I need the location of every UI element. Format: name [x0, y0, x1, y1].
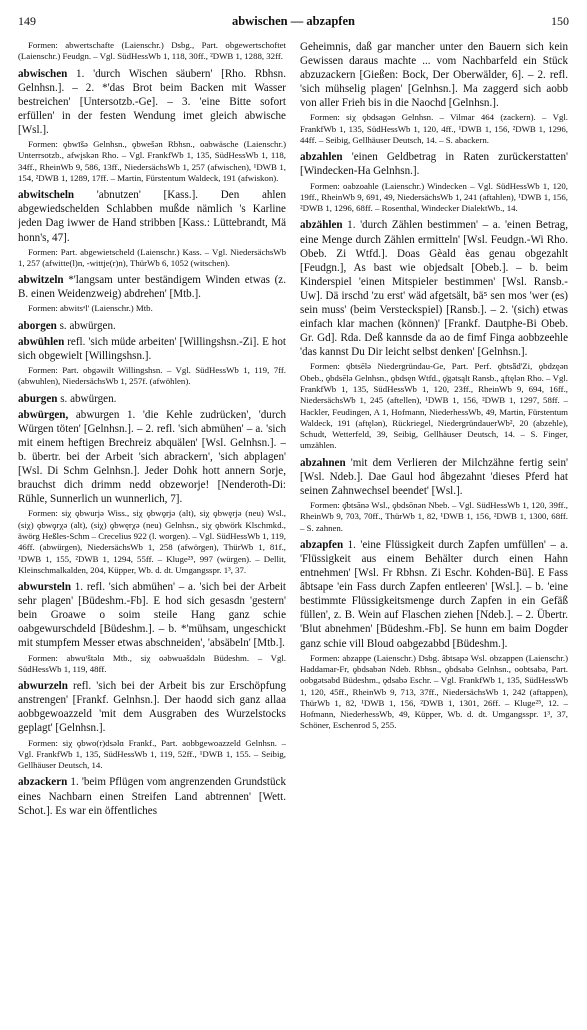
dictionary-entry: [18, 273, 286, 301]
forms-note: Formen: abzappe (Laienschr.) Dsbg. âbtsapə Wsl. obzappen (Laienschr.) Haddamar-Fr, ǫbdsabən Ndeb. Rbhsn., ǫbdsabə Gelnhsn., oobtsabə, Part. oobgətsabd Büdeshm., ǫdsabə Eschr. – Vgl. FrankfWb 1, 135, SüdHessWb 1, 120, 45ff., RheinWb 9, 713, 37ff., NiedersächsWb 1, 242 (aftappen), ThürWb 1, 82, ¹DWB 1, 156, ²DWB 1, 1301, 26ff. – Kluge²⁵, 12. – Hofmann, NiederhessWb, 49, Küpper, Wb. d. dt. Umgangsspr. 1³, 37, Schöner, Eschenrod 5, 255.: [300, 652, 568, 731]
page-number-right: 150: [551, 14, 569, 28]
entry-definition: 'abnutzen' [Kass.]. Den ahlen abgewiedschelden Schlabben mußde nämlich 's Karline jeden Dag iwwer de Hand stribben [Kass.: Lüttebrandt, Mä honn's, 47].: [18, 189, 286, 244]
forms-note: Formen: oabzoahle (Laienschr.) Windecken – Vgl. SüdHessWb 1, 120, 19ff., RheinWb 9, 691, 49, NiedersächsWb 1, 241 (aftahlen), ¹DWB 1, 156, ²DWB 1, 1296, 68ff. – Rosenthal, Windecker DialektWb., 14.: [300, 180, 568, 214]
entry-headword: abwitscheln: [18, 189, 75, 202]
dictionary-entry: [18, 408, 286, 507]
dictionary-entry: [18, 580, 286, 650]
entry-headword: aburgen: [18, 392, 58, 405]
dictionary-entry: [18, 679, 286, 735]
forms-note: Formen: siχ ǫbdsagən Gelnhsn. – Vilmar 464 (zackern). – Vgl. FrankfWb 1, 135, SüdHessWb 1, 120, 4ff., ¹DWB 1, 156, ²DWB 1, 1296, 44ff. – Seibig, Gellhäuser Deutsch, 14. – S. abackern.: [300, 112, 568, 146]
entry-definition: 'mit dem Verlieren der Milchzähne fertig sein' [Wsl. Ndeb.]. Dae Gaul hod âbgezahnt 'dieses Pferd hat seinen Zahnwechsel beendet' [Wsl.].: [300, 456, 568, 497]
entry-headword: abzapfen: [300, 538, 344, 551]
entry-headword: abwischen: [18, 67, 68, 80]
dictionary-entry: [300, 150, 568, 178]
entry-definition: 'einen Geldbetrag in Raten zurückerstatten' [Windecken-Ha Gelnhsn.].: [300, 151, 568, 178]
forms-note: Formen: abwitsᵊl' (Laienschr.) Mtb.: [28, 303, 153, 314]
dictionary-entry: [300, 456, 568, 498]
entry-continuation: Geheimnis, daß gar mancher unter den Bauern sich kein Gewissen daraus machte ... vom Nachbarfeld ein Stück abzuzackern [Gießen: Bock, Der Oberwälder, 6]. – 2. refl. 'sich mühselig plagen' [Gelnhsn.]. Ma zaggerd sich aobb von aller Frieh bis in die Naochd [Gelnhsn.].: [300, 41, 568, 110]
dictionary-entry: [300, 218, 568, 359]
dictionary-entry: [18, 775, 286, 817]
forms-note: Formen: ǫbwīšə Gelnhsn., ǫbwešən Rbhsn., oabwäsche (Laienschr.) Unterrsotzb., afwįskən Rho. – Vgl. FrankfWb 1, 135, SüdHessWb 1, 118, 34ff., RheinWb 9, 586, 13ff., NiedersächsWb 1, 257 (afwischen), ¹DWB 1, 154, ²DWB 1, 1289, 17ff. – Martin, Fürstentum Waldeck, 191 (afwiskon).: [18, 139, 286, 183]
dictionary-entry: [18, 319, 286, 333]
entry-definition: 1. 'durch Wischen säubern' [Rho. Rbhsn. Gelnhsn.]. – 2. *'das Brot beim Backen mit Wasser bestreichen' [Untersotzb.-Ge]. – 3. 'eine Bitte sofort erfüllen' in der festen Wendung imet gleich abwische [Wsl.].: [18, 67, 286, 136]
entry-definition: s. abwürgen.: [57, 392, 117, 405]
entry-definition: 1. 'beim Pflügen vom angrenzenden Grundstück eines Nachbarn einen Streifen Land abtrennen' [Wett. Schot.]. Es war ein öffentliches: [18, 776, 286, 817]
entry-definition: 1. 'eine Flüssigkeit durch Zapfen umfüllen' – a. 'Flüssigkeit aus einem Behälter durch einen Hahn entnehmen' [Wsl. Fr Rbhsn. Zi Eschr. Kohden-Bü]. E Fass âbtsape 'ein Fass durch Zapfen entleeren' [Wsl.]. – b. 'eine bestimmte Flüssigkeitsmenge durch Zapfen in ein Gefäß füllen', z. B. Wein auf Flaschen ziehen [Ndeb.]. – 2. Übertr. 'Blut abnehmen' [Büdeshm.-Fb]. Se hunn em baim Dogder ganz schie vill Bloud oabgezabbd [Büdeshm.].: [300, 538, 568, 650]
running-header: [18, 14, 569, 30]
forms-note: Formen: ǫ̂btsānə Wsl., ǫbdsōnən Nbeb. – Vgl. SüdHessWb 1, 120, 39ff., RheinWb 9, 703, 70ff., ThürWb 1, 82, ¹DWB 1, 156, ²DWB 1, 1300, 68ff. – S. zahnen.: [300, 500, 568, 533]
entry-definition: *'langsam unter beständigem Winden etwas (z. B. einen Weidenzweig) abdrehen' [Mtb.].: [18, 274, 286, 301]
entry-definition: refl. 'sich müde arbeiten' [Willingshsn.-Zi]. E hot sich obgewielt [Willingshsn.].: [18, 335, 286, 362]
dictionary-entry: [300, 538, 568, 651]
entry-headword: aborgen: [18, 319, 57, 332]
dictionary-entry: [18, 392, 286, 406]
forms-note: Formen: siχ ǫbwo(r)dsəlɑ Frankf., Part. aobbgewoazzeld Gelnhsn. – Vgl. FrankfWb 1, 135, SüdHessWb 1, 119, 52ff., ¹DWB 1, 155. – Seibig, Gellhäuser Deutsch, 14.: [18, 737, 286, 771]
page-number-left: 149: [18, 14, 36, 28]
entry-headword: abwürgen,: [18, 408, 69, 421]
entry-headword: abzahnen: [300, 456, 346, 469]
running-title: abwischen — abzapfen: [232, 14, 355, 28]
left-column: [18, 40, 286, 1020]
entry-definition: abwurgen 1. 'die Kehle zudrücken', 'durch Würgen töten' [Gelnhsn.]. – 2. refl. 'sich abmühen' – a. 'sich mit einem heftigen Brechreiz abquälen' [Wsl. Gelnhsn.]. – b. übertr. bei der Arbeit 'sich abrackern', 'sich abplagen' [Wsl. Di Schm Gelnhsn.]. Jeder Dohk hott annern Sorje, brauchst dich drimm nedd obzeworje! [Nenderoth-Di: Rühle, Sunnerlich un wunnerlich, 7].: [18, 408, 286, 506]
entry-definition: s. abwürgen.: [56, 319, 116, 332]
forms-note: Formen: Part. obgəwilt Willingshsn. – Vgl. SüdHessWb 1, 119, 7ff. (abwuhlen), NiedersächsWb 1, 257f. (afwöhlen).: [18, 364, 286, 387]
entry-headword: abzahlen: [300, 151, 343, 164]
entry-definition: 1. 'durch Zählen bestimmen' – a. 'einen Betrag, eine Menge durch Zählen ermitteln' [Wsl. Feudgn.-Wi Rho. Obeb. Zi Wtfd.]. Doas Gèald èas genau obgezahlt [Feudgn.], As bast wie objedsalt [Obeb.]. – b. beim Kinderspiel 'einen Mitspieler bestimmen' [Wsl. Ransb.-Uw]. Dä irschd 'zu erst' wäd afgetsält, bä⁵ sen mos 'wer (es) sein muss' (beim Versteckspiel) [Ransb.]. – 2. '(sich) etwas einfach klar machen (können)' [Frankf. Dautphe-Bi Obeb. Gr. Gd]. Rda. Deß kannsde da ao de fimf Finga aobbzeehle 'das kannst Du Dir leicht selbst denken' [Gelnhsn.].: [300, 219, 568, 359]
forms-note: Formen: abwuʳštəlɑ Mtb., siχ oəbwuəšdəln Büdeshm. – Vgl. SüdHessWb 1, 119, 48ff.: [18, 652, 286, 674]
entry-headword: abzählen: [300, 219, 343, 232]
forms-note: Formen: siχ ǫbwurjə Wiss., siχ ǫbwǫrjə (alt), siχ ǫbwęrjə (neu) Wsl., (siχ) ǫbwǫrχə (alt), (siχ) ǫbwęrχə (neu) Gelnhsn., siχ ǫbwörk Klschmkd., äwörg Heßles-Schm – Crecelius 922 (l. worgen). – Vgl. SüdHessWb 1, 119, 46ff. (abwürgen), NiedersächsWb 1, 258 (afwörgen), ThürWb 1, 81f., ¹DWB 1, 155, ²DWB 1, 1294, 55ff. – Kluge²⁵, 997 (würgen). – Dellit, Kleinschmalkalden, 204, Küpper, Wb. d. dt. Umgangsspr. 1³, 37.: [18, 508, 286, 575]
entry-headword: abwurzeln: [18, 680, 68, 693]
dictionary-entry: [18, 67, 286, 137]
entry-headword: abwursteln: [18, 581, 72, 594]
dictionary-entry: [18, 335, 286, 363]
right-column: [300, 40, 568, 1020]
entry-definition: refl. 'sich bei der Arbeit bis zur Erschöpfung anstrengen' [Frankf. Gelnhsn.]. Der haodd sich ganz allaa aobbgewoazzeld 'mit dem Ausgraben des Wurzelstocks geplagt' [Gelnhsn.].: [18, 680, 286, 735]
entry-headword: abwitzeln: [18, 274, 64, 287]
entry-definition: 1. refl. 'sich abmühen' – a. 'sich bei der Arbeit sehr plagen' [Büdeshm.-Fb]. E hod sich gesasdn 'gestern' bein Groawe o soim steile Hang ganz schie oabgewurschdeld [Büdeshm.]. – b. *'mühsam, ungeschickt mit stumpfem Messer etwas abschneiden', 'absäbeln' [Mtb.].: [18, 581, 286, 650]
dictionary-entry: [18, 188, 286, 244]
entry-headword: abzackern: [18, 776, 68, 789]
forms-note: Formen: abwertschafte (Laienschr.) Dsbg., Part. obgewertschoftet (Laienschr.) Feudgn. – Vgl. SüdHessWb 1, 118, 30ff., ²DWB 1, 1288, 32ff.: [18, 40, 286, 62]
entry-headword: abwühlen: [18, 335, 65, 348]
forms-note: Formen: Part. abgewietscheld (Laienschr.) Kass. – Vgl. NiedersächsWb 1, 257 (afwitte(l)n, -wittje(r)n), ThürWb 6, 1052 (witschen).: [18, 246, 286, 268]
forms-note: Formen: ǫ̈btsēlə Niedergründau-Ge, Part. Perf. ǫ̈btsǟd'Zi, ǫbdzęən Obeb., ǫbdsēlə Gelnhsn., ǫbdsęn Wtfd., ǫ̈gətsąlt Ransb., ąftęlən Rho. – Vgl. FrankfWb 1, 135, SüdHessWb 1, 120, 23ff., RheinWb 9, 694, 16ff., NiedersächsWb 1, 245 (aftellen), ¹DWB 1, 156, ²DWB 1, 1297, 58ff. – Hackler, Feudingen, A 1, Hofmann, NiederhessWb, 49, Martin, Fürstentum Waldeck, 191 (aftęlən), Rückriegel, NiedergründauerWb², 20 (abzehle), Schudt, Wetterfeld, 39, Seibig, Gellhäuser Deutsch, 14. – S. Finger, umzählen.: [300, 361, 568, 451]
